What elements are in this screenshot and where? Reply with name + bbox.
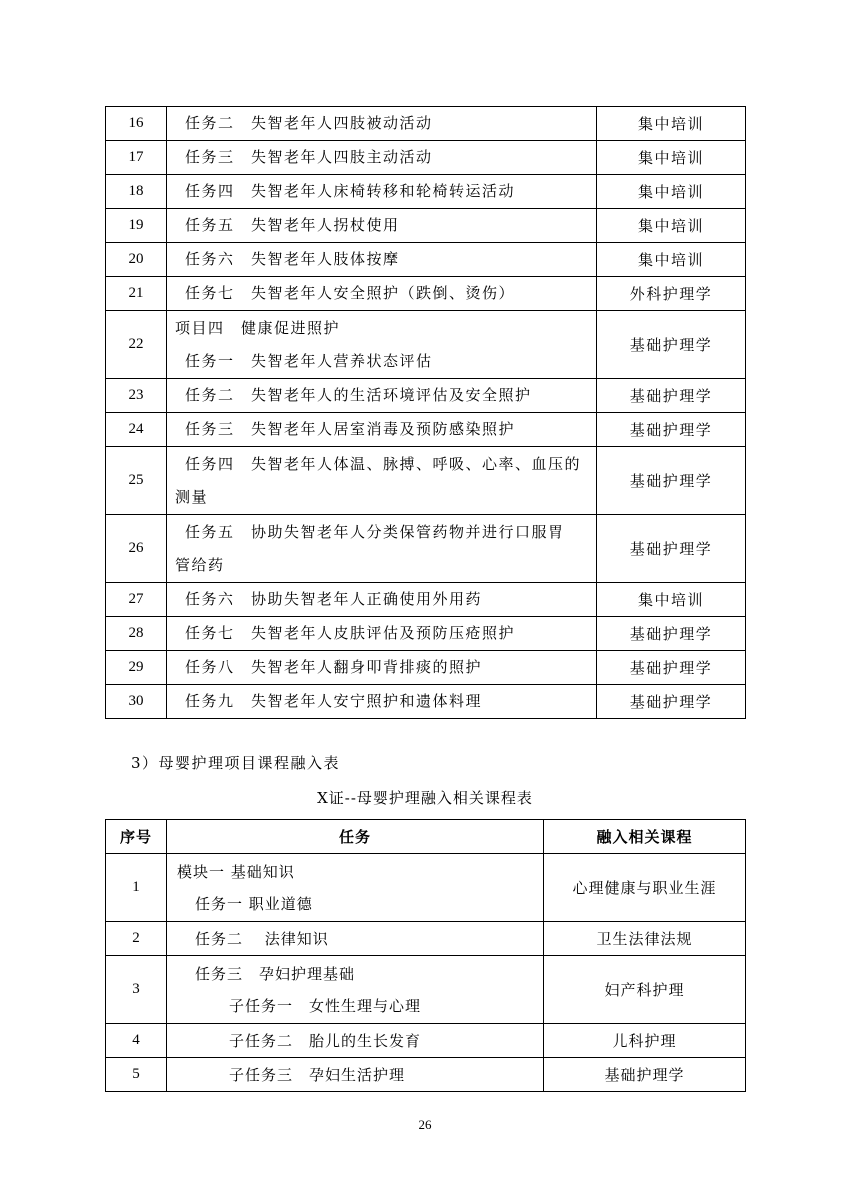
table-row <box>106 1058 746 1092</box>
row-number: 18 <box>106 175 167 209</box>
table-row <box>106 685 746 719</box>
task-cell <box>167 922 544 956</box>
table-caption: X证--母婴护理融入相关课程表 <box>317 789 533 807</box>
course-cell: 外科护理学 <box>597 277 746 311</box>
table-row <box>106 379 746 413</box>
task-cell <box>167 854 544 922</box>
row-number: 1 <box>106 854 167 922</box>
task-line: 任务三 失智老年人居室消毒及预防感染照护 <box>185 420 516 438</box>
task-cell <box>167 141 597 175</box>
course-cell: 基础护理学 <box>597 515 746 583</box>
course-cell: 基础护理学 <box>597 379 746 413</box>
integration-table-maternal-care <box>105 819 746 1092</box>
task-line: 模块一 基础知识 <box>177 862 295 881</box>
row-number: 3 <box>106 956 167 1024</box>
table-row <box>106 277 746 311</box>
task-cell <box>167 243 597 277</box>
course-cell: 基础护理学 <box>597 651 746 685</box>
task-line: 项目四 健康促进照护 <box>175 318 341 337</box>
course-cell: 基础护理学 <box>597 413 746 447</box>
course-cell: 基础护理学 <box>597 685 746 719</box>
table-row <box>106 141 746 175</box>
header-course: 融入相关课程 <box>544 820 746 854</box>
course-cell: 基础护理学 <box>597 311 746 379</box>
task-line: 任务二 失智老年人四肢被动活动 <box>185 114 433 132</box>
table-row <box>106 175 746 209</box>
task-cell <box>167 311 597 379</box>
course-cell: 集中培训 <box>597 107 746 141</box>
course-cell: 妇产科护理 <box>544 956 746 1024</box>
course-cell: 集中培训 <box>597 243 746 277</box>
task-cell <box>167 583 597 617</box>
table-row <box>106 617 746 651</box>
row-number: 4 <box>106 1024 167 1058</box>
task-line: 任务八 失智老年人翻身叩背排痰的照护 <box>185 658 483 676</box>
task-line: 任务七 失智老年人皮肤评估及预防压疮照护 <box>185 624 516 642</box>
row-number: 17 <box>106 141 167 175</box>
task-cell <box>167 1058 544 1092</box>
task-cell <box>167 685 597 719</box>
table-row <box>106 922 746 956</box>
table-header-row <box>106 820 746 854</box>
task-line: 管给药 <box>175 555 225 574</box>
task-line: 测量 <box>175 487 209 506</box>
task-cell <box>167 447 597 515</box>
task-line: 任务九 失智老年人安宁照护和遗体料理 <box>185 692 483 710</box>
table-row <box>106 107 746 141</box>
table-row <box>106 447 746 515</box>
table-row <box>106 583 746 617</box>
row-number: 27 <box>106 583 167 617</box>
task-cell <box>167 175 597 209</box>
task-line: 任务四 失智老年人床椅转移和轮椅转运活动 <box>185 182 516 200</box>
task-cell <box>167 617 597 651</box>
table-row <box>106 854 746 922</box>
task-cell <box>167 209 597 243</box>
row-number: 26 <box>106 515 167 583</box>
course-cell: 心理健康与职业生涯 <box>544 854 746 922</box>
task-line: 任务六 失智老年人肢体按摩 <box>185 250 400 268</box>
course-cell: 儿科护理 <box>544 1024 746 1058</box>
course-cell: 集中培训 <box>597 209 746 243</box>
task-line: 任务二 法律知识 <box>195 929 329 948</box>
table-row <box>106 243 746 277</box>
table-row <box>106 311 746 379</box>
task-line: 任务一 失智老年人营养状态评估 <box>185 351 433 370</box>
header-no: 序号 <box>106 820 167 854</box>
row-number: 23 <box>106 379 167 413</box>
task-line: 任务三 失智老年人四肢主动活动 <box>185 148 433 166</box>
task-line: 任务五 失智老年人拐杖使用 <box>185 216 400 234</box>
table-row <box>106 413 746 447</box>
row-number: 20 <box>106 243 167 277</box>
row-number: 24 <box>106 413 167 447</box>
task-cell <box>167 515 597 583</box>
course-cell: 集中培训 <box>597 141 746 175</box>
task-line: 任务五 协助失智老年人分类保管药物并进行口服胃 <box>185 522 565 541</box>
course-cell: 卫生法律法规 <box>544 922 746 956</box>
page-number: 26 <box>418 1117 432 1132</box>
row-number: 2 <box>106 922 167 956</box>
task-line: 任务二 失智老年人的生活环境评估及安全照护 <box>185 386 532 404</box>
row-number: 16 <box>106 107 167 141</box>
course-cell: 集中培训 <box>597 175 746 209</box>
integration-table-elderly-care <box>105 106 746 719</box>
table-row <box>106 515 746 583</box>
row-number: 30 <box>106 685 167 719</box>
task-line: 任务七 失智老年人安全照护（跌倒、烫伤） <box>185 284 516 302</box>
task-line: 子任务二 胎儿的生长发育 <box>229 1031 422 1050</box>
task-line: 任务一 职业道德 <box>195 894 313 913</box>
task-cell <box>167 956 544 1024</box>
task-cell <box>167 379 597 413</box>
task-line: 任务四 失智老年人体温、脉搏、呼吸、心率、血压的 <box>185 454 582 473</box>
row-number: 19 <box>106 209 167 243</box>
section-heading: 3）母婴护理项目课程融入表 <box>131 754 341 772</box>
row-number: 22 <box>106 311 167 379</box>
task-cell <box>167 1024 544 1058</box>
row-number: 29 <box>106 651 167 685</box>
task-line: 子任务三 孕妇生活护理 <box>229 1065 406 1084</box>
course-cell: 集中培训 <box>597 583 746 617</box>
table-row <box>106 956 746 1024</box>
task-cell <box>167 107 597 141</box>
course-cell: 基础护理学 <box>544 1058 746 1092</box>
table-row <box>106 1024 746 1058</box>
course-cell: 基础护理学 <box>597 617 746 651</box>
task-cell <box>167 277 597 311</box>
task-cell <box>167 651 597 685</box>
row-number: 28 <box>106 617 167 651</box>
row-number: 5 <box>106 1058 167 1092</box>
task-line: 子任务一 女性生理与心理 <box>229 996 422 1015</box>
table-row <box>106 651 746 685</box>
task-line: 任务六 协助失智老年人正确使用外用药 <box>185 590 483 608</box>
header-task: 任务 <box>167 820 544 854</box>
task-cell <box>167 413 597 447</box>
task-line: 任务三 孕妇护理基础 <box>195 964 356 983</box>
row-number: 21 <box>106 277 167 311</box>
course-cell: 基础护理学 <box>597 447 746 515</box>
row-number: 25 <box>106 447 167 515</box>
table-row <box>106 209 746 243</box>
